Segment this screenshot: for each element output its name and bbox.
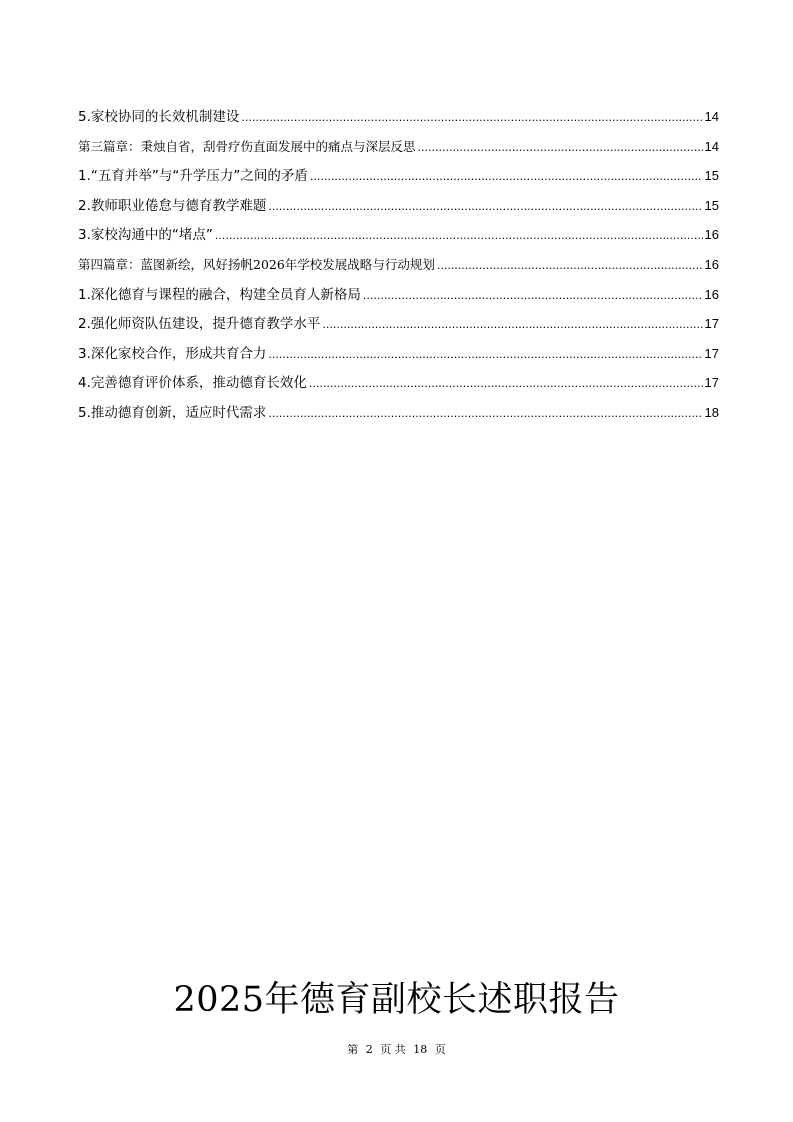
toc-entry-page: 14 bbox=[704, 109, 719, 124]
toc-section-entry[interactable] bbox=[78, 250, 719, 280]
toc-entry-page: 16 bbox=[704, 286, 719, 302]
toc-entry-title: 1.深化德育与课程的融合，构建全员育人新格局 bbox=[78, 286, 361, 303]
toc-entry-page: 16 bbox=[704, 256, 719, 272]
toc-entry-page: 17 bbox=[704, 375, 719, 391]
toc-entry[interactable] bbox=[78, 309, 719, 339]
toc-entry-title: 5.推动德育创新，适应时代需求 bbox=[78, 404, 267, 421]
toc-entry-page: 14 bbox=[704, 138, 719, 154]
toc-entry-title: 2.强化师资队伍建设，提升德育教学水平 bbox=[78, 316, 321, 333]
toc-leader-dots bbox=[268, 399, 702, 429]
toc-entry-page: 15 bbox=[704, 168, 719, 184]
toc-section-entry[interactable] bbox=[78, 132, 719, 162]
toc-entry[interactable] bbox=[78, 102, 719, 132]
footer-prefix: 第 bbox=[347, 1043, 359, 1056]
toc-leader-dots bbox=[268, 340, 702, 370]
footer-current-page: 2 bbox=[365, 1043, 373, 1056]
toc-entry-title: 3.深化家校合作，形成共育合力 bbox=[78, 345, 267, 362]
toc-leader-dots bbox=[215, 221, 703, 251]
toc-entry-page: 17 bbox=[704, 316, 719, 332]
toc-leader-dots bbox=[310, 162, 703, 192]
toc-leader-dots bbox=[418, 133, 703, 163]
toc-leader-dots bbox=[322, 310, 702, 340]
table-of-contents bbox=[78, 102, 719, 428]
toc-leader-dots bbox=[309, 369, 703, 399]
toc-entry-page: 15 bbox=[704, 197, 719, 213]
footer-suffix: 页 bbox=[434, 1043, 446, 1056]
document-title: 2025年德育副校长述职报告 bbox=[173, 980, 620, 1020]
toc-entry-page: 16 bbox=[704, 227, 719, 243]
toc-entry-title: 3.家校沟通中的“堵点” bbox=[78, 227, 213, 244]
toc-entry[interactable] bbox=[78, 191, 719, 221]
footer-middle: 页 共 bbox=[380, 1043, 406, 1056]
toc-entry-page: 17 bbox=[704, 345, 719, 361]
toc-leader-dots bbox=[363, 281, 703, 311]
toc-entry-page: 18 bbox=[704, 404, 719, 420]
toc-entry-title: 第四篇章：蓝图新绘，风好扬帆2026年学校发展战略与行动规划 bbox=[78, 256, 435, 272]
toc-entry[interactable] bbox=[78, 280, 719, 310]
toc-leader-dots bbox=[241, 103, 702, 133]
page-footer bbox=[0, 1042, 793, 1058]
toc-leader-dots bbox=[437, 251, 703, 281]
toc-entry-title: 4.完善德育评价体系，推动德育长效化 bbox=[78, 375, 307, 392]
toc-entry[interactable] bbox=[78, 339, 719, 369]
toc-entry[interactable] bbox=[78, 220, 719, 250]
footer-total-pages: 18 bbox=[413, 1043, 428, 1056]
toc-entry[interactable] bbox=[78, 161, 719, 191]
toc-entry-title: 1.“五育并举”与“升学压力”之间的矛盾 bbox=[78, 168, 308, 185]
toc-entry[interactable] bbox=[78, 368, 719, 398]
toc-entry-title: 2.教师职业倦怠与德育教学难题 bbox=[78, 197, 267, 214]
toc-leader-dots bbox=[268, 192, 702, 222]
toc-entry[interactable] bbox=[78, 398, 719, 428]
toc-entry-title: 第三篇章：秉烛自省，刮骨疗伤直面发展中的痛点与深层反思 bbox=[78, 138, 416, 154]
toc-entry-title: 5.家校协同的长效机制建设 bbox=[78, 109, 240, 125]
